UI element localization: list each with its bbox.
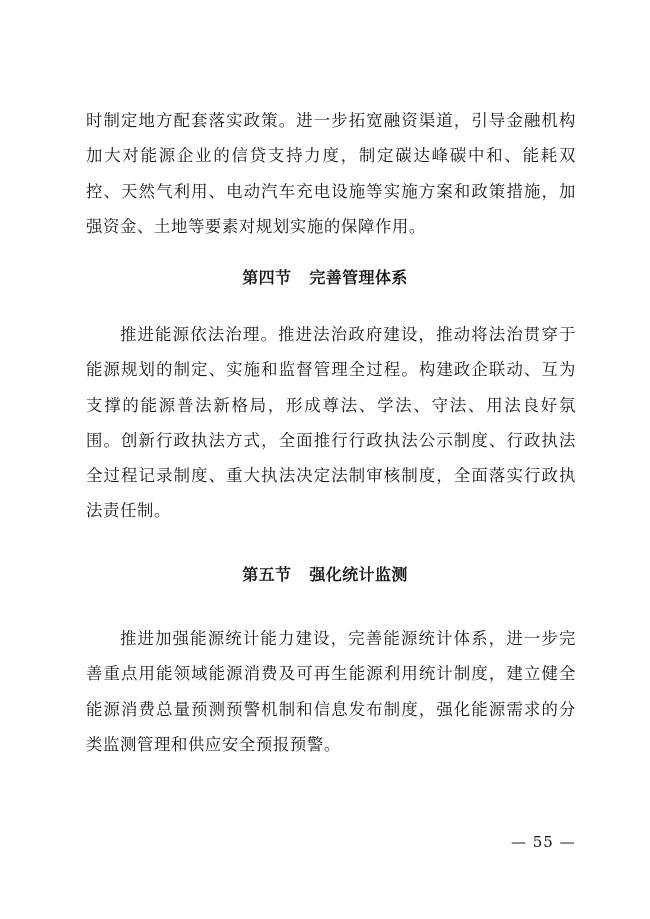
paragraph-rule-of-law: 推进能源依法治理。推进法治政府建设，推动将法治贯穿于能源规划的制定、实施和监督管理全过程。构建政企联动、互为支撑的能源普法新格局，形成尊法、学法、守法、用法良好氛围。创新行政执法方式，全面推行行政执法公示制度、行政执法全过程记录制度、重大执法决定法制审核制度，全面落实行政执法责任制。: [86, 325, 576, 521]
paragraph-funding-policy: 时制定地方配套落实政策。进一步拓宽融资渠道，引导金融机构加大对能源企业的信贷支持力度，制定碳达峰碳中和、能耗双控、天然气利用、电动汽车充电设施等实施方案和政策措施，加强资金、土地等要素对规划实施的保障作用。: [86, 111, 576, 236]
section-heading-4: 第四节 完善管理体系: [242, 268, 408, 287]
paragraph-statistics: 推进加强能源统计能力建设，完善能源统计体系，进一步完善重点用能领域能源消费及可再生能源利用统计制度，建立健全能源消费总量预测预警机制和信息发布制度，强化能源需求的分类监测管理和供应安全预报预警。: [86, 629, 576, 754]
page-number: — 55 —: [511, 833, 576, 851]
section-heading-5: 第五节 强化统计监测: [242, 565, 408, 584]
